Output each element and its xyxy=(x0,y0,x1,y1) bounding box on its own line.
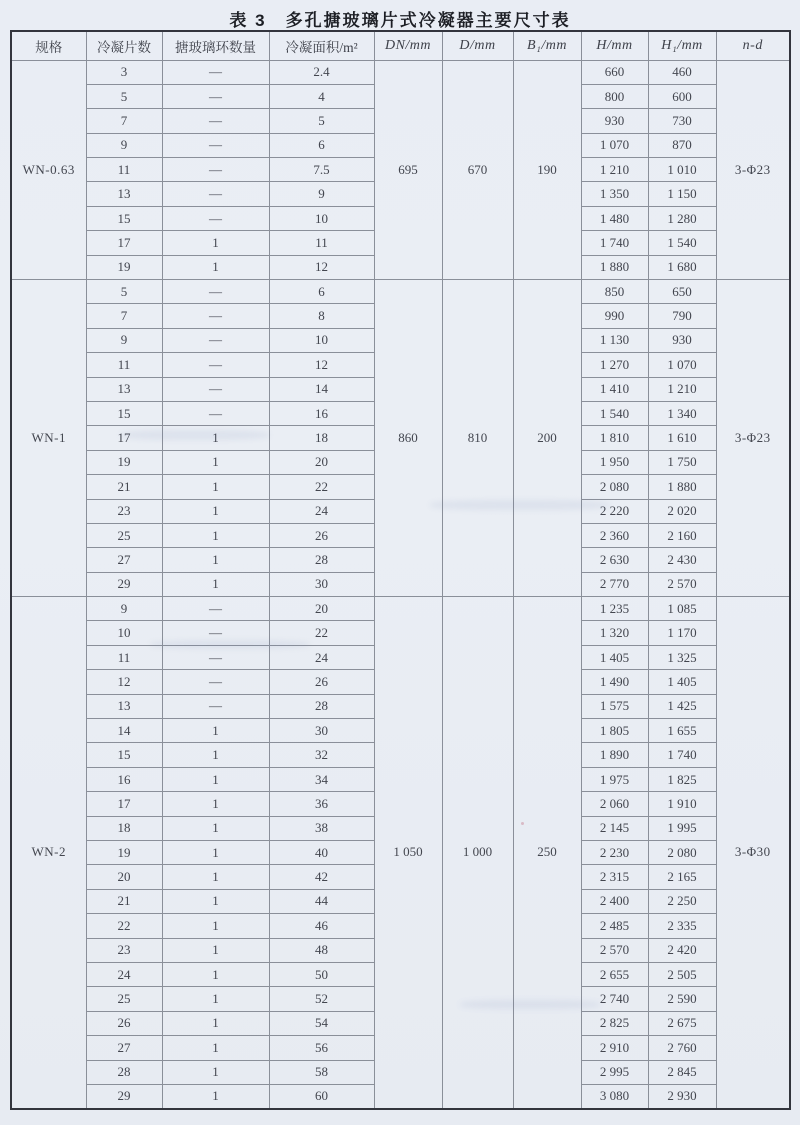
cell-plate-count: 16 xyxy=(86,767,162,791)
cell-ring-count: — xyxy=(162,158,269,182)
cell-ring-count: 1 xyxy=(162,231,269,255)
cell-h1: 1 340 xyxy=(648,401,716,425)
cell-plate-count: 19 xyxy=(86,841,162,865)
cell-plate-count: 9 xyxy=(86,328,162,352)
cell-h: 1 210 xyxy=(581,158,648,182)
cell-area: 36 xyxy=(269,792,374,816)
cell-plate-count: 21 xyxy=(86,475,162,499)
cell-area: 60 xyxy=(269,1084,374,1108)
cell-area: 16 xyxy=(269,401,374,425)
table-row xyxy=(11,60,790,84)
cell-h: 930 xyxy=(581,109,648,133)
cell-plate-count: 29 xyxy=(86,1084,162,1108)
cell-h1: 2 505 xyxy=(648,962,716,986)
cell-plate-count: 23 xyxy=(86,499,162,523)
cell-area: 22 xyxy=(269,475,374,499)
cell-area: 28 xyxy=(269,548,374,572)
col-header-h: H/mm xyxy=(581,31,648,60)
cell-h: 2 145 xyxy=(581,816,648,840)
cell-plate-count: 19 xyxy=(86,450,162,474)
cell-ring-count: — xyxy=(162,401,269,425)
cell-h: 1 975 xyxy=(581,767,648,791)
cell-h1: 2 430 xyxy=(648,548,716,572)
cell-nd: 3-Φ23 xyxy=(716,60,790,280)
table-row xyxy=(11,280,790,304)
col-header-plate-count: 冷凝片数 xyxy=(86,31,162,60)
cell-h: 2 570 xyxy=(581,938,648,962)
cell-plate-count: 27 xyxy=(86,548,162,572)
cell-h1: 1 880 xyxy=(648,475,716,499)
cell-h1: 930 xyxy=(648,328,716,352)
cell-h1: 2 930 xyxy=(648,1084,716,1108)
col-header-ring-count: 搪玻璃环数量 xyxy=(162,31,269,60)
cell-plate-count: 11 xyxy=(86,353,162,377)
cell-area: 30 xyxy=(269,719,374,743)
cell-ring-count: 1 xyxy=(162,572,269,596)
cell-ring-count: 1 xyxy=(162,499,269,523)
cell-h1: 1 405 xyxy=(648,670,716,694)
cell-area: 24 xyxy=(269,499,374,523)
cell-ring-count: 1 xyxy=(162,816,269,840)
cell-h1: 2 420 xyxy=(648,938,716,962)
cell-plate-count: 5 xyxy=(86,84,162,108)
cell-h: 1 810 xyxy=(581,426,648,450)
cell-h: 1 350 xyxy=(581,182,648,206)
cell-h1: 2 160 xyxy=(648,523,716,547)
cell-h: 1 890 xyxy=(581,743,648,767)
cell-ring-count: 1 xyxy=(162,1084,269,1108)
cell-ring-count: 1 xyxy=(162,841,269,865)
cell-h: 2 400 xyxy=(581,889,648,913)
cell-h1: 1 740 xyxy=(648,743,716,767)
cell-area: 9 xyxy=(269,182,374,206)
cell-plate-count: 13 xyxy=(86,377,162,401)
cell-area: 8 xyxy=(269,304,374,328)
cell-ring-count: — xyxy=(162,621,269,645)
cell-ring-count: — xyxy=(162,304,269,328)
cell-ring-count: — xyxy=(162,597,269,621)
cell-plate-count: 10 xyxy=(86,621,162,645)
cell-area: 30 xyxy=(269,572,374,596)
cell-ring-count: 1 xyxy=(162,962,269,986)
cell-h: 1 540 xyxy=(581,401,648,425)
cell-h: 2 740 xyxy=(581,987,648,1011)
cell-ring-count: — xyxy=(162,377,269,401)
cell-plate-count: 21 xyxy=(86,889,162,913)
cell-h: 1 130 xyxy=(581,328,648,352)
cell-h1: 1 995 xyxy=(648,816,716,840)
cell-h: 2 995 xyxy=(581,1060,648,1084)
cell-h: 1 235 xyxy=(581,597,648,621)
cell-area: 24 xyxy=(269,645,374,669)
cell-plate-count: 11 xyxy=(86,645,162,669)
cell-area: 12 xyxy=(269,255,374,279)
cell-h1: 1 825 xyxy=(648,767,716,791)
cell-plate-count: 12 xyxy=(86,670,162,694)
cell-h: 1 575 xyxy=(581,694,648,718)
table-row xyxy=(11,597,790,621)
cell-plate-count: 27 xyxy=(86,1036,162,1060)
cell-ring-count: — xyxy=(162,328,269,352)
cell-plate-count: 28 xyxy=(86,1060,162,1084)
col-header-spec: 规格 xyxy=(11,31,86,60)
cell-area: 42 xyxy=(269,865,374,889)
cell-plate-count: 9 xyxy=(86,597,162,621)
cell-nd: 3-Φ30 xyxy=(716,597,790,1109)
cell-d: 670 xyxy=(442,60,513,280)
col-header-dn: DN/mm xyxy=(374,31,442,60)
cell-h1: 1 680 xyxy=(648,255,716,279)
cell-h: 1 490 xyxy=(581,670,648,694)
cell-h: 2 230 xyxy=(581,841,648,865)
cell-plate-count: 29 xyxy=(86,572,162,596)
cell-nd: 3-Φ23 xyxy=(716,280,790,597)
cell-dn: 695 xyxy=(374,60,442,280)
cell-spec: WN-0.63 xyxy=(11,60,86,280)
cell-h: 2 825 xyxy=(581,1011,648,1035)
cell-plate-count: 15 xyxy=(86,206,162,230)
cell-b1: 190 xyxy=(513,60,581,280)
col-header-h1: H₁/mm xyxy=(648,31,716,60)
cell-h: 660 xyxy=(581,60,648,84)
cell-ring-count: — xyxy=(162,84,269,108)
cell-h1: 2 760 xyxy=(648,1036,716,1060)
cell-area: 38 xyxy=(269,816,374,840)
cell-plate-count: 20 xyxy=(86,865,162,889)
cell-ring-count: 1 xyxy=(162,426,269,450)
cell-h1: 1 280 xyxy=(648,206,716,230)
cell-area: 22 xyxy=(269,621,374,645)
cell-h1: 2 080 xyxy=(648,841,716,865)
cell-ring-count: 1 xyxy=(162,255,269,279)
cell-area: 10 xyxy=(269,206,374,230)
cell-d: 810 xyxy=(442,280,513,597)
cell-ring-count: — xyxy=(162,133,269,157)
cell-plate-count: 15 xyxy=(86,743,162,767)
cell-h1: 600 xyxy=(648,84,716,108)
cell-d: 1 000 xyxy=(442,597,513,1109)
cell-ring-count: 1 xyxy=(162,865,269,889)
cell-area: 20 xyxy=(269,450,374,474)
cell-plate-count: 5 xyxy=(86,280,162,304)
cell-ring-count: 1 xyxy=(162,1011,269,1035)
cell-area: 4 xyxy=(269,84,374,108)
cell-h1: 790 xyxy=(648,304,716,328)
cell-ring-count: — xyxy=(162,694,269,718)
cell-ring-count: 1 xyxy=(162,987,269,1011)
cell-ring-count: — xyxy=(162,670,269,694)
cell-area: 34 xyxy=(269,767,374,791)
cell-plate-count: 19 xyxy=(86,255,162,279)
cell-h1: 650 xyxy=(648,280,716,304)
cell-area: 18 xyxy=(269,426,374,450)
cell-area: 28 xyxy=(269,694,374,718)
cell-area: 48 xyxy=(269,938,374,962)
cell-h1: 2 020 xyxy=(648,499,716,523)
cell-h1: 460 xyxy=(648,60,716,84)
cell-h1: 870 xyxy=(648,133,716,157)
cell-h: 1 270 xyxy=(581,353,648,377)
cell-h1: 1 610 xyxy=(648,426,716,450)
cell-h: 1 480 xyxy=(581,206,648,230)
cell-area: 44 xyxy=(269,889,374,913)
cell-area: 50 xyxy=(269,962,374,986)
cell-plate-count: 18 xyxy=(86,816,162,840)
cell-spec: WN-2 xyxy=(11,597,86,1109)
cell-h1: 2 165 xyxy=(648,865,716,889)
cell-ring-count: 1 xyxy=(162,523,269,547)
cell-plate-count: 22 xyxy=(86,914,162,938)
cell-h: 1 950 xyxy=(581,450,648,474)
cell-area: 6 xyxy=(269,133,374,157)
cell-area: 26 xyxy=(269,670,374,694)
cell-h: 2 485 xyxy=(581,914,648,938)
cell-area: 12 xyxy=(269,353,374,377)
cell-plate-count: 7 xyxy=(86,304,162,328)
cell-h1: 2 845 xyxy=(648,1060,716,1084)
cell-plate-count: 17 xyxy=(86,792,162,816)
cell-dn: 860 xyxy=(374,280,442,597)
cell-h1: 1 540 xyxy=(648,231,716,255)
cell-area: 6 xyxy=(269,280,374,304)
cell-h: 2 220 xyxy=(581,499,648,523)
cell-plate-count: 13 xyxy=(86,694,162,718)
cell-h: 990 xyxy=(581,304,648,328)
cell-plate-count: 23 xyxy=(86,938,162,962)
cell-h: 1 410 xyxy=(581,377,648,401)
cell-ring-count: 1 xyxy=(162,1036,269,1060)
cell-plate-count: 24 xyxy=(86,962,162,986)
cell-ring-count: — xyxy=(162,182,269,206)
cell-area: 2.4 xyxy=(269,60,374,84)
cell-h: 2 910 xyxy=(581,1036,648,1060)
cell-h: 2 060 xyxy=(581,792,648,816)
cell-plate-count: 11 xyxy=(86,158,162,182)
table-title: 表 3 多孔搪玻璃片式冷凝器主要尺寸表 xyxy=(229,11,571,30)
cell-area: 5 xyxy=(269,109,374,133)
cell-area: 20 xyxy=(269,597,374,621)
cell-h: 2 655 xyxy=(581,962,648,986)
dimension-table xyxy=(10,30,791,1110)
cell-h1: 1 425 xyxy=(648,694,716,718)
cell-ring-count: — xyxy=(162,645,269,669)
cell-h1: 1 210 xyxy=(648,377,716,401)
cell-h1: 2 250 xyxy=(648,889,716,913)
cell-h1: 2 335 xyxy=(648,914,716,938)
cell-plate-count: 17 xyxy=(86,426,162,450)
cell-area: 7.5 xyxy=(269,158,374,182)
cell-h1: 2 675 xyxy=(648,1011,716,1035)
cell-area: 58 xyxy=(269,1060,374,1084)
cell-plate-count: 25 xyxy=(86,987,162,1011)
cell-ring-count: 1 xyxy=(162,938,269,962)
cell-h1: 1 010 xyxy=(648,158,716,182)
cell-area: 26 xyxy=(269,523,374,547)
cell-area: 14 xyxy=(269,377,374,401)
col-header-nd: n-d xyxy=(716,31,790,60)
cell-h: 800 xyxy=(581,84,648,108)
cell-ring-count: — xyxy=(162,109,269,133)
col-header-area: 冷凝面积/m² xyxy=(269,31,374,60)
cell-h1: 730 xyxy=(648,109,716,133)
cell-plate-count: 13 xyxy=(86,182,162,206)
cell-h: 850 xyxy=(581,280,648,304)
cell-h: 3 080 xyxy=(581,1084,648,1108)
cell-plate-count: 3 xyxy=(86,60,162,84)
cell-ring-count: — xyxy=(162,280,269,304)
cell-ring-count: — xyxy=(162,353,269,377)
cell-plate-count: 9 xyxy=(86,133,162,157)
cell-plate-count: 7 xyxy=(86,109,162,133)
col-header-d: D/mm xyxy=(442,31,513,60)
cell-area: 11 xyxy=(269,231,374,255)
cell-area: 10 xyxy=(269,328,374,352)
cell-ring-count: 1 xyxy=(162,450,269,474)
cell-ring-count: 1 xyxy=(162,548,269,572)
header-row xyxy=(11,31,790,60)
cell-h1: 1 170 xyxy=(648,621,716,645)
cell-plate-count: 15 xyxy=(86,401,162,425)
cell-area: 40 xyxy=(269,841,374,865)
cell-h1: 1 750 xyxy=(648,450,716,474)
cell-h1: 2 570 xyxy=(648,572,716,596)
cell-area: 54 xyxy=(269,1011,374,1035)
cell-dn: 1 050 xyxy=(374,597,442,1109)
cell-b1: 250 xyxy=(513,597,581,1109)
cell-h1: 2 590 xyxy=(648,987,716,1011)
cell-plate-count: 25 xyxy=(86,523,162,547)
cell-ring-count: 1 xyxy=(162,889,269,913)
cell-h1: 1 085 xyxy=(648,597,716,621)
cell-plate-count: 17 xyxy=(86,231,162,255)
cell-area: 32 xyxy=(269,743,374,767)
col-header-b1: B₁/mm xyxy=(513,31,581,60)
cell-b1: 200 xyxy=(513,280,581,597)
cell-h: 1 070 xyxy=(581,133,648,157)
cell-ring-count: 1 xyxy=(162,719,269,743)
cell-h: 2 315 xyxy=(581,865,648,889)
cell-ring-count: 1 xyxy=(162,1060,269,1084)
cell-h1: 1 325 xyxy=(648,645,716,669)
cell-area: 46 xyxy=(269,914,374,938)
cell-h1: 1 150 xyxy=(648,182,716,206)
cell-area: 56 xyxy=(269,1036,374,1060)
cell-h: 2 360 xyxy=(581,523,648,547)
cell-plate-count: 14 xyxy=(86,719,162,743)
cell-h: 1 740 xyxy=(581,231,648,255)
cell-ring-count: — xyxy=(162,206,269,230)
cell-h: 1 405 xyxy=(581,645,648,669)
cell-h: 2 080 xyxy=(581,475,648,499)
cell-ring-count: 1 xyxy=(162,767,269,791)
cell-h1: 1 910 xyxy=(648,792,716,816)
cell-ring-count: 1 xyxy=(162,914,269,938)
cell-area: 52 xyxy=(269,987,374,1011)
cell-h1: 1 070 xyxy=(648,353,716,377)
cell-spec: WN-1 xyxy=(11,280,86,597)
cell-ring-count: 1 xyxy=(162,743,269,767)
cell-h: 1 320 xyxy=(581,621,648,645)
cell-h: 2 770 xyxy=(581,572,648,596)
cell-h1: 1 655 xyxy=(648,719,716,743)
cell-h: 2 630 xyxy=(581,548,648,572)
cell-h: 1 805 xyxy=(581,719,648,743)
cell-ring-count: — xyxy=(162,60,269,84)
cell-ring-count: 1 xyxy=(162,475,269,499)
cell-plate-count: 26 xyxy=(86,1011,162,1035)
cell-ring-count: 1 xyxy=(162,792,269,816)
cell-h: 1 880 xyxy=(581,255,648,279)
